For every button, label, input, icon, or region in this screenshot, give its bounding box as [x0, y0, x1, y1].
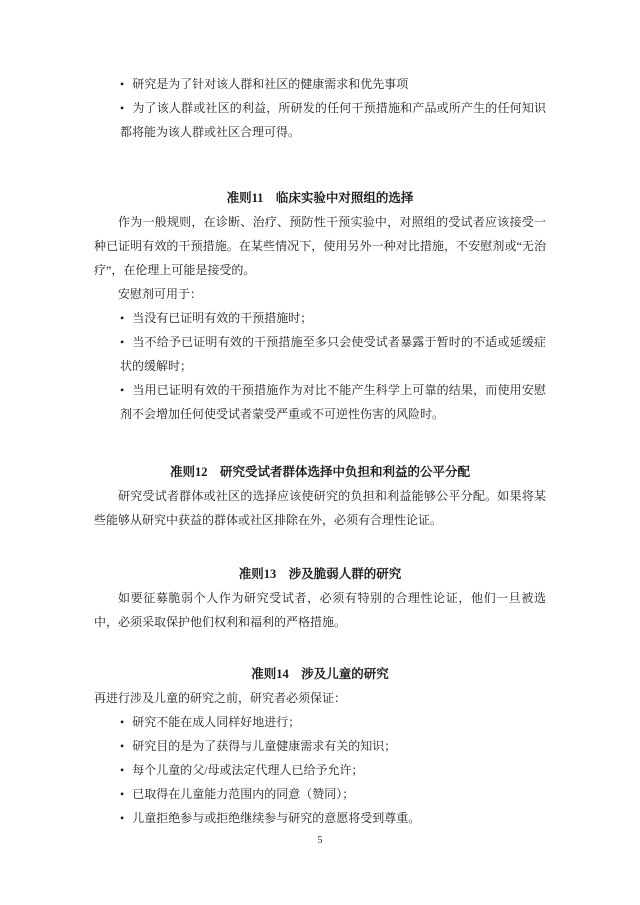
guideline-14-heading: 准则14 涉及儿童的研究: [251, 667, 389, 681]
section-guideline-11: [94, 186, 546, 426]
bullet-item: • 研究是为了针对该人群和社区的健康需求和优先事项: [94, 72, 546, 96]
section-guideline-13: [94, 562, 546, 634]
placebo-lead-line: 安慰剂可用于：: [118, 287, 203, 301]
bullet-item: • 为了该人群或社区的利益，所研发的任何干预措施和产品或所产生的任何知识都将能为该人群或社区合理可得。: [94, 96, 546, 144]
bullet-item: • 当不给予已证明有效的干预措施至多只会使受试者暴露于暂时的不适或延缓症状的缓解时；: [94, 330, 546, 378]
section-guideline-12: [94, 460, 546, 532]
bullet-item: • 每个儿童的父/母或法定代理人已给予允许；: [94, 758, 546, 782]
guideline-11-heading: 准则11 临床实验中对照组的选择: [226, 191, 414, 205]
guideline-13-heading: 准则13 涉及脆弱人群的研究: [238, 567, 402, 581]
bullet-item: • 当用已证明有效的干预措施作为对比不能产生科学上可靠的结果，而使用安慰剂不会增加任何使受试者蒙受严重或不可逆性伤害的风险时。: [94, 378, 546, 426]
guideline-12-heading: 准则12 研究受试者群体选择中负担和利益的公平分配: [169, 465, 470, 479]
guideline-11-paragraph: 作为一般规则，在诊断、治疗、预防性干预实验中，对照组的受试者应该接受一种已证明有效的干预措施。在某些情况下，使用另外一种对比措施，不安慰剂或“无治疗”，在伦理上可能是接受的。: [94, 215, 546, 277]
intro-bullet-list: [94, 72, 546, 144]
placebo-bullet-list: [94, 306, 546, 426]
children-research-lead-line: 再进行涉及儿童的研究之前，研究者必须保证：: [94, 691, 347, 705]
bullet-item: • 研究不能在成人同样好地进行；: [94, 710, 546, 734]
section-guideline-14: [94, 662, 546, 830]
bullet-item: • 当没有已证明有效的干预措施时；: [94, 306, 546, 330]
children-research-bullet-list: [94, 710, 546, 830]
bullet-item: • 已取得在儿童能力范围内的同意（赞同）；: [94, 782, 546, 806]
guideline-13-paragraph: 如要征募脆弱个人作为研究受试者，必须有特别的合理性论证，他们一旦被选中，必须采取保护他们权利和福利的严格措施。: [94, 591, 546, 629]
bullet-item: • 儿童拒绝参与或拒绝继续参与研究的意愿将受到尊重。: [94, 806, 546, 830]
guideline-12-paragraph: 研究受试者群体或社区的选择应该使研究的负担和利益能够公平分配。如果将某些能够从研究中获益的群体或社区排除在外，必须有合理性论证。: [94, 489, 546, 527]
page-number: 5: [317, 835, 323, 846]
bullet-item: • 研究目的是为了获得与儿童健康需求有关的知识；: [94, 734, 546, 758]
